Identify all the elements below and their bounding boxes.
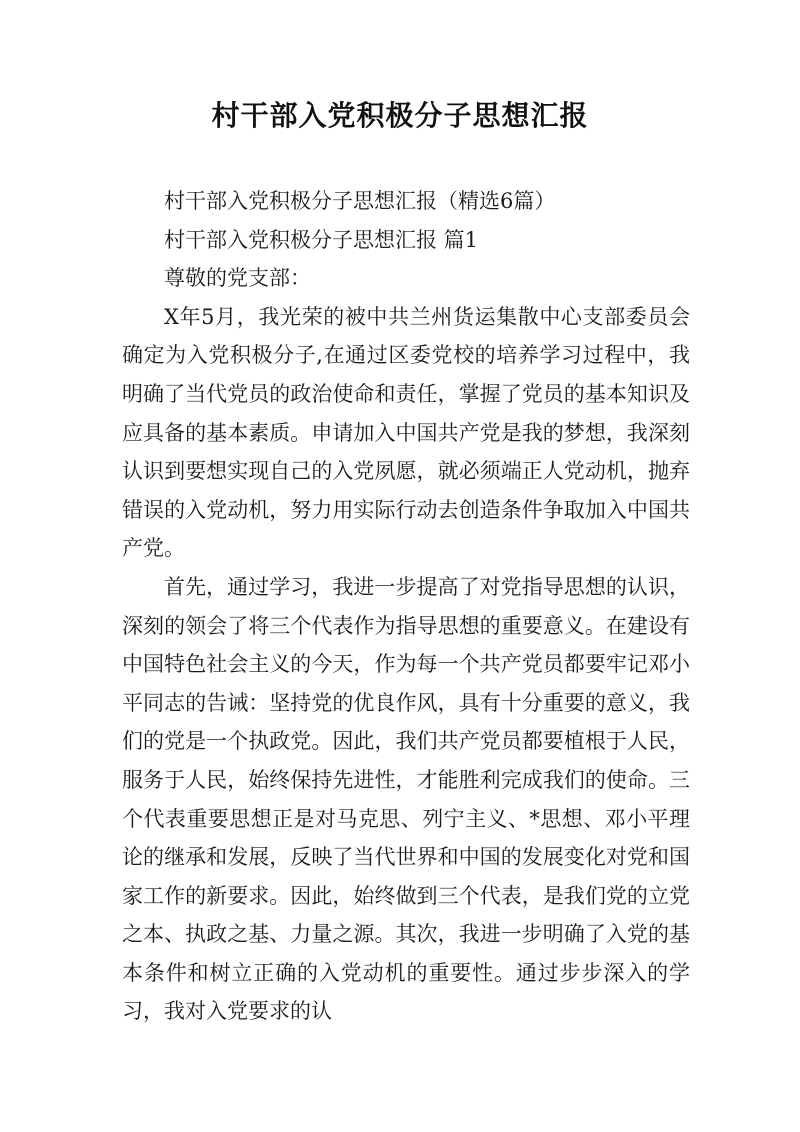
paragraph-salutation: 尊敬的党支部： xyxy=(164,266,311,291)
paragraph-body-2: 首先，通过学习，我进一步提高了对党指导思想的认识，深刻的领会了将三个代表作为指导思想的重要意义。在建设有中国特色社会主义的今天，作为每一个共产党员都要牢记邓小平同志的告诫：坚持党的优良作风，具有十分重要的意义，我们的党是一个执政党。因此，我们共产党员都要植根于人民，服务于人民，始终保持先进性，才能胜利完成我们的使命。三个代表重要思想正是对马克思、列宁主义、*思想、邓小平理论的继承和发展，反映了当代世界和中国的发展变化对党和国家工作的新要求。因此，始终做到三个代表，是我们党的立党之本、执政之基、力量之源。其次，我进一步明确了入党的基本条件和树立正确的入党动机的重要性。通过步步深入的学习，我对入党要求的认 xyxy=(122,574,690,1024)
document-body xyxy=(122,182,690,1031)
paragraph-section-heading: 村干部入党积极分子思想汇报 篇1 xyxy=(164,227,479,252)
paragraph-subtitle: 村干部入党积极分子思想汇报（精选6篇） xyxy=(164,189,556,213)
paragraph-body-1: X年5月，我光荣的被中共兰州货运集散中心支部委员会确定为入党积极分子,在通过区委党校的培养学习过程中，我明确了当代党员的政治使命和责任，掌握了党员的基本知识及应具备的基本素质。申请加入中国共产党是我的梦想，我深刻认识到要想实现自己的入党夙愿，就必须端正人党动机，抛弃错误的入党动机，努力用实际行动去创造条件争取加入中国共产党。 xyxy=(122,304,690,561)
document-title: 村干部入党积极分子思想汇报 xyxy=(211,99,589,132)
